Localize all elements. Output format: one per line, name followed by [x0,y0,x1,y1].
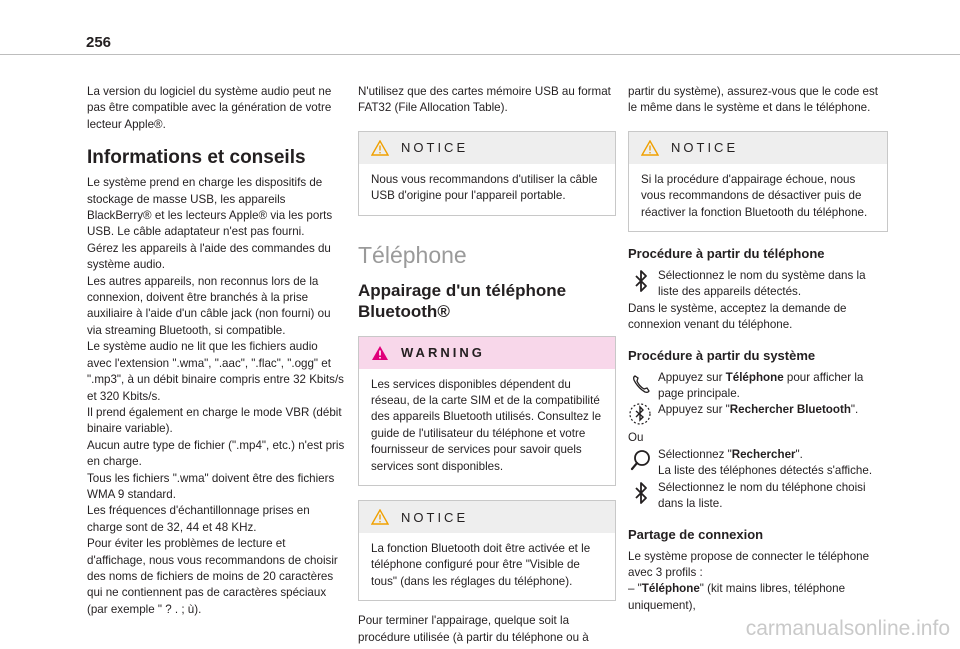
column-2 [358,84,616,646]
info-line: Il prend également en charge le mode VBR (débit binaire variable). [87,405,342,436]
info-line: Tous les fichiers ".wma" doivent être des fichiers WMA 9 standard. [87,471,335,501]
pairing-end-paragraph: Pour terminer l'appairage, quelque soit la procédure utilisée (à partir du téléphone ou à [358,614,589,644]
notice-label: NOTICE [401,140,469,156]
phone-after-text: Dans le système, acceptez la demande de connexion venant du téléphone. [628,301,847,332]
step-item [628,447,888,480]
system-step-1: Appuyez sur Téléphone pour afficher la page principale. [658,370,864,401]
watermark: carmanualsonline.info [745,617,950,640]
warning-triangle-icon [371,345,389,361]
intro-paragraph: La version du logiciel du système audio peut ne pas être compatible avec la génération de votre lecteur Apple®. [87,85,332,131]
system-step-4: Sélectionnez le nom du téléphone choisi dans la liste. [658,480,866,511]
warning-label: WARNING [401,345,485,361]
info-line: Aucun autre type de fichier (".mp4", etc.) n'est pris en charge. [87,438,345,469]
notice-text: Si la procédure d'appairage échoue, nous vous recommandons de désactiver puis de réactiver la fonction Bluetooth du téléphone. [641,172,868,219]
warning-triangle-icon [371,140,389,156]
notice-text: Nous vous recommandons d'utiliser la câble USB d'origine pour l'appareil portable. [371,172,598,203]
notice-box [358,131,616,216]
warning-triangle-icon [641,140,659,156]
section-heading-info: Informations et conseils [87,147,306,169]
search-icon [628,447,654,475]
phone-handset-icon [628,370,654,398]
page-number: 256 [86,34,112,51]
bluetooth-search-icon [628,402,654,430]
or-label: Ou [628,431,644,445]
share-item: – "Téléphone" (kit mains libres, téléphone uniquement), [628,582,846,612]
heading-phone-procedure: Procédure à partir du téléphone [628,246,825,262]
info-line: Les fréquences d'échantillonnage prises en charge sont de 32, 44 et 48 KHz. [87,504,310,534]
usb-format-paragraph: N'utilisez que des cartes mémoire USB au format FAT32 (File Allocation Table). [358,85,611,115]
notice-text: La fonction Bluetooth doit être activée et le téléphone configuré pour être "Visible de tous" (dans les réglages du téléphone). [371,542,591,588]
notice-box [358,500,616,601]
system-step-2: Appuyez sur "Rechercher Bluetooth". [658,403,859,417]
step-item [628,370,888,403]
section-title-telephone: Téléphone [358,241,467,268]
notice-label: NOTICE [401,509,469,525]
warning-text: Les services disponibles dépendent du réseau, de la carte SIM et de la compatibilité des appareils Bluetooth utilisés. Consultez le guide de l'utilisateur du téléphone et votre fournisseur de services pour savoir quels services sont disponibles. [371,377,602,473]
info-line: Gérez les appareils à l'aide des commandes du système audio. [87,241,331,272]
pairing-code-paragraph: partir du système), assurez-vous que le code est le même dans le système et dans le téléphone. [628,85,879,115]
header-divider [0,54,960,55]
info-line: Le système audio ne lit que les fichiers audio avec l'extension ".wma", ".aac", ".flac", ".ogg" et ".mp3", à un débit binaire compris entre 32 Kbits/s et 320 Kbits/s. [87,340,344,403]
bluetooth-icon [628,268,654,296]
heading-connection-sharing: Partage de connexion [628,526,764,542]
share-text: Le système propose de connecter le téléphone avec 3 profils : [628,549,870,579]
bluetooth-icon [628,480,654,508]
system-step-3: Sélectionnez "Rechercher". [658,447,803,461]
notice-box [628,131,888,232]
step-item [628,480,888,513]
info-line: Les autres appareils, non reconnus lors de la connexion, doivent être branchés à la prise auxiliaire à l'aide d'un câble jack (non fourni) ou via streaming Bluetooth, si compatible. [87,274,331,337]
system-step-3-result: La liste des téléphones détectés s'affiche. [658,464,873,478]
warning-triangle-icon [371,509,389,525]
phone-step-text: Sélectionnez le nom du système dans la liste des appareils détectés. [658,269,866,299]
subtitle-bluetooth-pairing: Appairage d'un téléphone Bluetooth® [358,280,567,321]
column-3 [628,84,888,614]
warning-box [358,336,616,486]
info-line: Le système prend en charge les dispositifs de stockage de masse USB, les appareils BlackBerry® et les lecteurs Apple® via les ports USB. Le câble adaptateur n'est pas fourni. [87,176,333,239]
notice-label: NOTICE [671,140,739,156]
heading-system-procedure: Procédure à partir du système [628,347,816,363]
info-line: Pour éviter les problèmes de lecture et d'affichage, nous vous recommandons de choisir des noms de fichiers de moins de 20 caractères qui ne contiennent pas de caractères spéciaux (par exemple " ? . ; ù). [87,537,338,616]
step-item [628,268,888,301]
column-1 [87,84,345,618]
step-item [628,402,888,430]
